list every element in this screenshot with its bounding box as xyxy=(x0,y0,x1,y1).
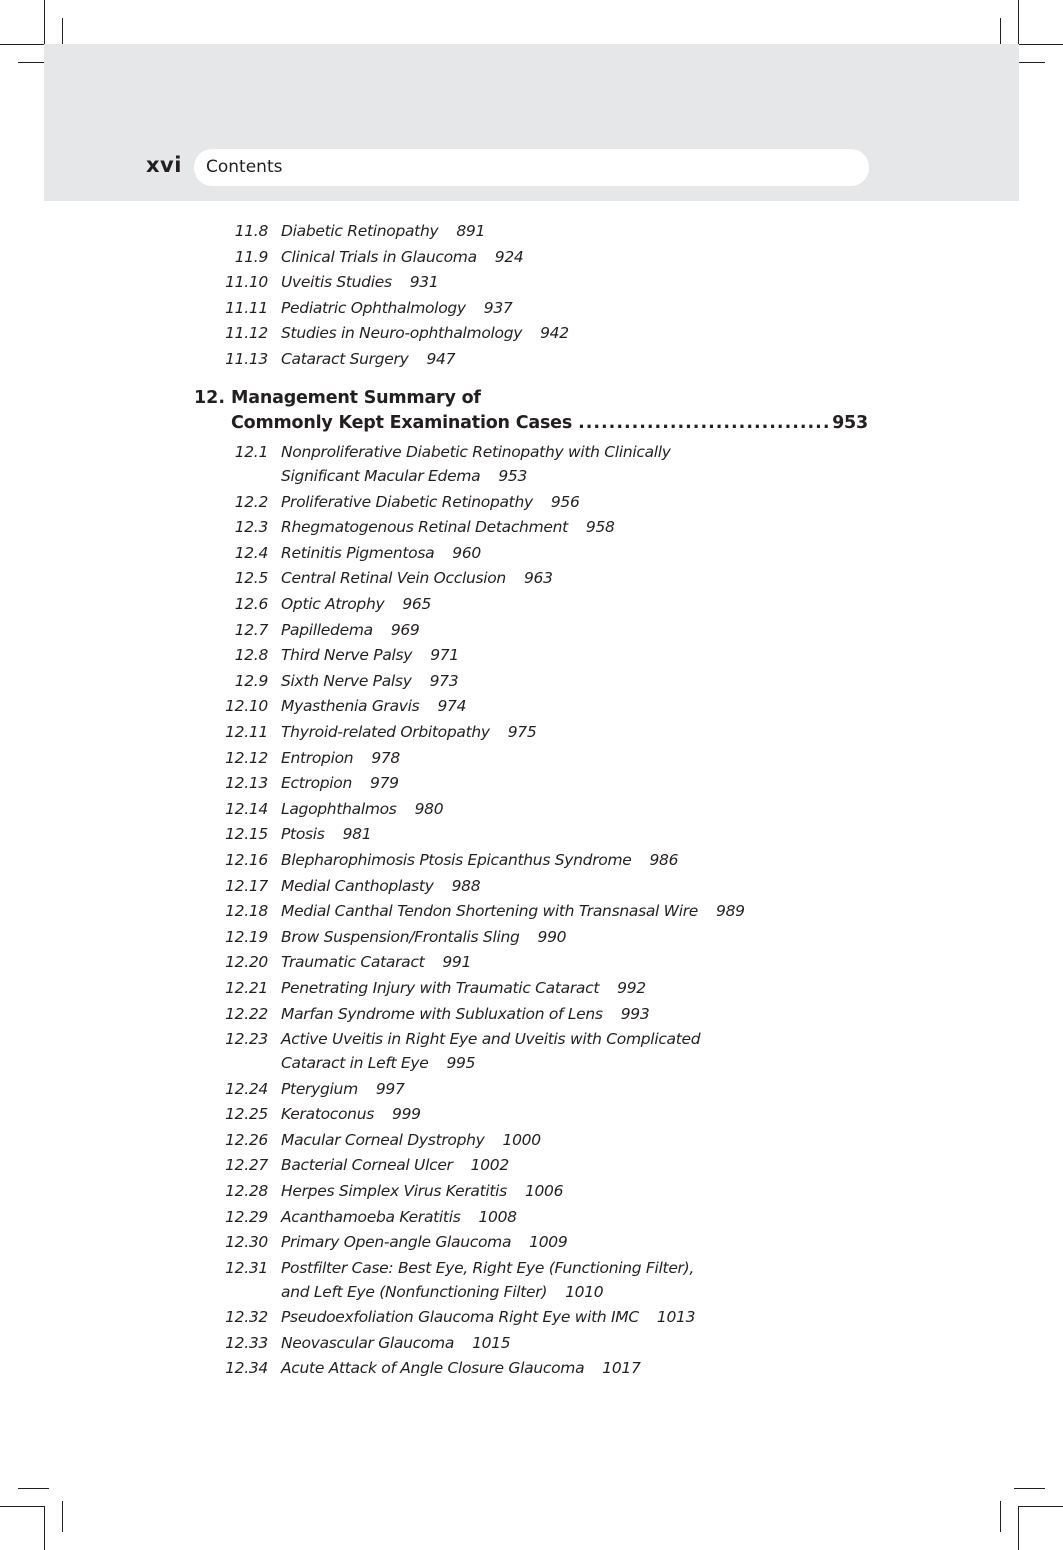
entry-number: 12.23 xyxy=(225,1030,268,1048)
entry-page: 947 xyxy=(426,350,456,368)
entry-title-text: Entropion xyxy=(281,749,354,767)
entry-page: 989 xyxy=(716,902,745,920)
entry-title xyxy=(281,749,400,767)
entry-title xyxy=(281,1030,700,1048)
entry-title xyxy=(281,350,455,368)
entry-page: 1000 xyxy=(502,1131,541,1149)
entry-page: 956 xyxy=(550,493,580,511)
entry-title xyxy=(281,646,459,664)
entry-page: 971 xyxy=(430,646,459,664)
entry-continuation-text: Significant Macular Edema xyxy=(281,467,481,485)
running-head-text: Contents xyxy=(206,157,283,177)
entry-title xyxy=(281,774,399,792)
entry-number: 12.21 xyxy=(225,979,268,997)
entry-page: 981 xyxy=(342,825,372,843)
entry-title-text: Uveitis Studies xyxy=(281,273,392,291)
entry-number: 12.26 xyxy=(225,1131,268,1149)
entry-number: 12.5 xyxy=(234,569,268,587)
entry-page: 965 xyxy=(402,595,432,613)
entry-page: 1017 xyxy=(602,1359,641,1377)
entry-title xyxy=(281,222,485,240)
entry-title-text: Traumatic Cataract xyxy=(281,953,425,971)
entry-number: 11.10 xyxy=(225,273,268,291)
entry-page: 997 xyxy=(375,1080,405,1098)
entry-page: 992 xyxy=(617,979,646,997)
entry-number: 12.34 xyxy=(225,1359,268,1377)
entry-title xyxy=(281,1005,649,1023)
entry-title xyxy=(281,800,443,818)
entry-number: 12.10 xyxy=(225,697,268,715)
entry-page: 974 xyxy=(437,697,467,715)
entry-title-text: Neovascular Glaucoma xyxy=(281,1334,455,1352)
entry-page: 979 xyxy=(370,774,399,792)
entry-title xyxy=(281,928,566,946)
entry-page: 1013 xyxy=(656,1308,696,1326)
entry-number: 12.15 xyxy=(225,825,268,843)
entry-title xyxy=(281,1334,510,1352)
entry-title-text: Macular Corneal Dystrophy xyxy=(281,1131,485,1149)
page-number: xvi xyxy=(146,153,182,177)
entry-title xyxy=(281,493,580,511)
entry-title-text: Central Retinal Vein Occlusion xyxy=(281,569,506,587)
entry-continuation[interactable] xyxy=(281,1054,475,1072)
entry-title xyxy=(281,1182,563,1200)
entry-title xyxy=(281,1080,405,1098)
entry-title xyxy=(281,443,671,461)
entry-number: 12.4 xyxy=(234,544,268,562)
entry-number: 11.13 xyxy=(225,350,268,368)
entry-title xyxy=(281,1131,541,1149)
entry-title-text: Lagophthalmos xyxy=(281,800,397,818)
entry-title-text: Cataract Surgery xyxy=(281,350,409,368)
entry-number: 12.17 xyxy=(225,877,268,895)
entry-number: 12.2 xyxy=(234,493,268,511)
entry-number: 12.27 xyxy=(225,1156,268,1174)
entry-page: 1002 xyxy=(470,1156,509,1174)
entry-number: 12.7 xyxy=(234,621,268,639)
entry-page: 999 xyxy=(392,1105,421,1123)
entry-title xyxy=(281,569,553,587)
entry-page: 993 xyxy=(620,1005,650,1023)
crop-mark xyxy=(1018,1506,1019,1550)
entry-title-text: Brow Suspension/Frontalis Sling xyxy=(281,928,520,946)
entry-number: 11.11 xyxy=(225,299,268,317)
entry-page: 891 xyxy=(456,222,486,240)
entry-title xyxy=(281,1156,509,1174)
entry-title xyxy=(281,979,646,997)
entry-continuation[interactable] xyxy=(281,1283,603,1301)
entry-number: 12.16 xyxy=(225,851,268,869)
entry-page: 1008 xyxy=(478,1208,517,1226)
crop-mark xyxy=(0,1506,44,1507)
entry-number: 12.31 xyxy=(225,1259,268,1277)
crop-mark xyxy=(44,0,45,44)
entry-page: 963 xyxy=(523,569,553,587)
entry-page: 969 xyxy=(390,621,420,639)
entry-page: 958 xyxy=(585,518,615,536)
entry-page: 937 xyxy=(483,299,513,317)
entry-title-text: Ectropion xyxy=(281,774,353,792)
entry-number: 12.1 xyxy=(234,443,268,461)
entry-title xyxy=(281,248,523,266)
crop-mark xyxy=(44,1506,45,1550)
entry-title xyxy=(281,544,481,562)
entry-title-text: Medial Canthoplasty xyxy=(281,877,434,895)
entry-title-text: Herpes Simplex Virus Keratitis xyxy=(281,1182,507,1200)
entry-title-text: Primary Open-angle Glaucoma xyxy=(281,1233,512,1251)
entry-title-text: Thyroid-related Orbitopathy xyxy=(281,723,490,741)
entry-number: 12.6 xyxy=(234,595,268,613)
entry-number: 12.30 xyxy=(225,1233,268,1251)
chapter-page: 953 xyxy=(832,413,868,433)
entry-title xyxy=(281,697,466,715)
entry-title xyxy=(281,324,569,342)
entry-number: 12.13 xyxy=(225,774,268,792)
entry-number: 11.9 xyxy=(234,248,268,266)
entry-number: 12.11 xyxy=(225,723,268,741)
entry-title xyxy=(281,877,480,895)
entry-title xyxy=(281,902,745,920)
entry-title-text: Proliferative Diabetic Retinopathy xyxy=(281,493,533,511)
entry-page: 1009 xyxy=(529,1233,568,1251)
entry-title-text: Papilledema xyxy=(281,621,373,639)
entry-title-text: Postfilter Case: Best Eye, Right Eye (Functioning Filter), xyxy=(281,1259,695,1277)
entry-title-text: Rhegmatogenous Retinal Detachment xyxy=(281,518,568,536)
entry-title xyxy=(281,273,438,291)
crop-mark xyxy=(1019,1506,1063,1507)
entry-page: 995 xyxy=(446,1054,476,1072)
chapter-title-line-2 xyxy=(231,413,868,433)
entry-number: 12.29 xyxy=(225,1208,268,1226)
entry-title xyxy=(281,1359,641,1377)
crop-mark xyxy=(18,1488,49,1489)
entry-page: 973 xyxy=(429,672,459,690)
entry-page: 990 xyxy=(537,928,567,946)
entry-page: 986 xyxy=(649,851,679,869)
entry-title-text: Active Uveitis in Right Eye and Uveitis with Complicated xyxy=(281,1030,701,1048)
entry-number: 12.22 xyxy=(225,1005,268,1023)
chapter-title-line-1: Management Summary of xyxy=(231,388,481,408)
entry-page: 942 xyxy=(540,324,569,342)
entry-title-text: Keratoconus xyxy=(281,1105,375,1123)
entry-number: 12.12 xyxy=(225,749,268,767)
chapter-title-text: Commonly Kept Examination Cases xyxy=(231,413,573,433)
entry-title-text: Diabetic Retinopathy xyxy=(281,222,439,240)
entry-title xyxy=(281,1105,421,1123)
crop-mark xyxy=(1019,44,1063,45)
entry-title-text: Bacterial Corneal Ulcer xyxy=(281,1156,453,1174)
entry-page: 924 xyxy=(494,248,524,266)
entry-page: 988 xyxy=(451,877,481,895)
entry-title-text: Clinical Trials in Glaucoma xyxy=(281,248,477,266)
entry-continuation[interactable] xyxy=(281,467,527,485)
entry-page: 991 xyxy=(442,953,472,971)
entry-page: 953 xyxy=(498,467,528,485)
entry-title-text: Sixth Nerve Palsy xyxy=(281,672,412,690)
crop-mark xyxy=(1018,0,1019,44)
entry-number: 12.28 xyxy=(225,1182,268,1200)
entry-title-text: Nonproliferative Diabetic Retinopathy with Clinically xyxy=(281,443,671,461)
entry-title-text: Blepharophimosis Ptosis Epicanthus Syndrome xyxy=(281,851,632,869)
entry-title xyxy=(281,595,431,613)
entry-page: 1010 xyxy=(565,1283,604,1301)
entry-number: 12.9 xyxy=(234,672,268,690)
entry-page: 931 xyxy=(409,273,439,291)
entry-page: 1006 xyxy=(524,1182,564,1200)
entry-title xyxy=(281,1208,517,1226)
entry-title xyxy=(281,851,678,869)
entry-number: 12.8 xyxy=(234,646,268,664)
entry-number: 12.14 xyxy=(225,800,268,818)
entry-title xyxy=(281,518,615,536)
entry-title-text: Acute Attack of Angle Closure Glaucoma xyxy=(281,1359,585,1377)
entry-title-text: Acanthamoeba Keratitis xyxy=(281,1208,461,1226)
entry-number: 12.20 xyxy=(225,953,268,971)
entry-title xyxy=(281,672,458,690)
entry-title-text: Pediatric Ophthalmology xyxy=(281,299,466,317)
entry-continuation-text: and Left Eye (Nonfunctioning Filter) xyxy=(281,1283,548,1301)
entry-title-text: Myasthenia Gravis xyxy=(281,697,420,715)
entry-number: 12.19 xyxy=(225,928,268,946)
crop-mark xyxy=(0,44,44,45)
entry-number: 11.12 xyxy=(225,324,268,342)
entry-number: 12.3 xyxy=(234,518,268,536)
entry-continuation-text: Cataract in Left Eye xyxy=(281,1054,429,1072)
entry-title-text: Pterygium xyxy=(281,1080,358,1098)
chapter-number: 12. xyxy=(194,388,226,408)
entry-title xyxy=(281,953,471,971)
entry-number: 12.18 xyxy=(225,902,268,920)
entry-title xyxy=(281,621,420,639)
entry-title xyxy=(281,723,536,741)
entry-page: 978 xyxy=(371,749,400,767)
running-head xyxy=(194,149,869,186)
crop-mark xyxy=(1014,1488,1045,1489)
entry-page: 1015 xyxy=(472,1334,511,1352)
entry-title xyxy=(281,1308,695,1326)
entry-title-text: Ptosis xyxy=(281,825,325,843)
entry-title-text: Optic Atrophy xyxy=(281,595,385,613)
entry-title-text: Third Nerve Palsy xyxy=(281,646,413,664)
dot-leader xyxy=(578,413,830,433)
entry-title xyxy=(281,1259,694,1277)
entry-title-text: Retinitis Pigmentosa xyxy=(281,544,435,562)
entry-number: 11.8 xyxy=(234,222,268,240)
entry-page: 975 xyxy=(507,723,537,741)
entry-title xyxy=(281,299,512,317)
entry-title-text: Penetrating Injury with Traumatic Cataract xyxy=(281,979,600,997)
entry-title-text: Studies in Neuro-ophthalmology xyxy=(281,324,523,342)
entry-number: 12.24 xyxy=(225,1080,268,1098)
entry-number: 12.33 xyxy=(225,1334,268,1352)
entry-title-text: Marfan Syndrome with Subluxation of Lens xyxy=(281,1005,603,1023)
entry-number: 12.32 xyxy=(225,1308,268,1326)
entry-number: 12.25 xyxy=(225,1105,268,1123)
crop-mark xyxy=(62,1501,63,1532)
entry-title xyxy=(281,825,371,843)
entry-page: 980 xyxy=(414,800,444,818)
entry-title-text: Pseudoexfoliation Glaucoma Right Eye with IMC xyxy=(281,1308,639,1326)
entry-title xyxy=(281,1233,567,1251)
crop-mark xyxy=(1000,1501,1001,1532)
entry-page: 960 xyxy=(452,544,481,562)
entry-title-text: Medial Canthal Tendon Shortening with Transnasal Wire xyxy=(281,902,699,920)
